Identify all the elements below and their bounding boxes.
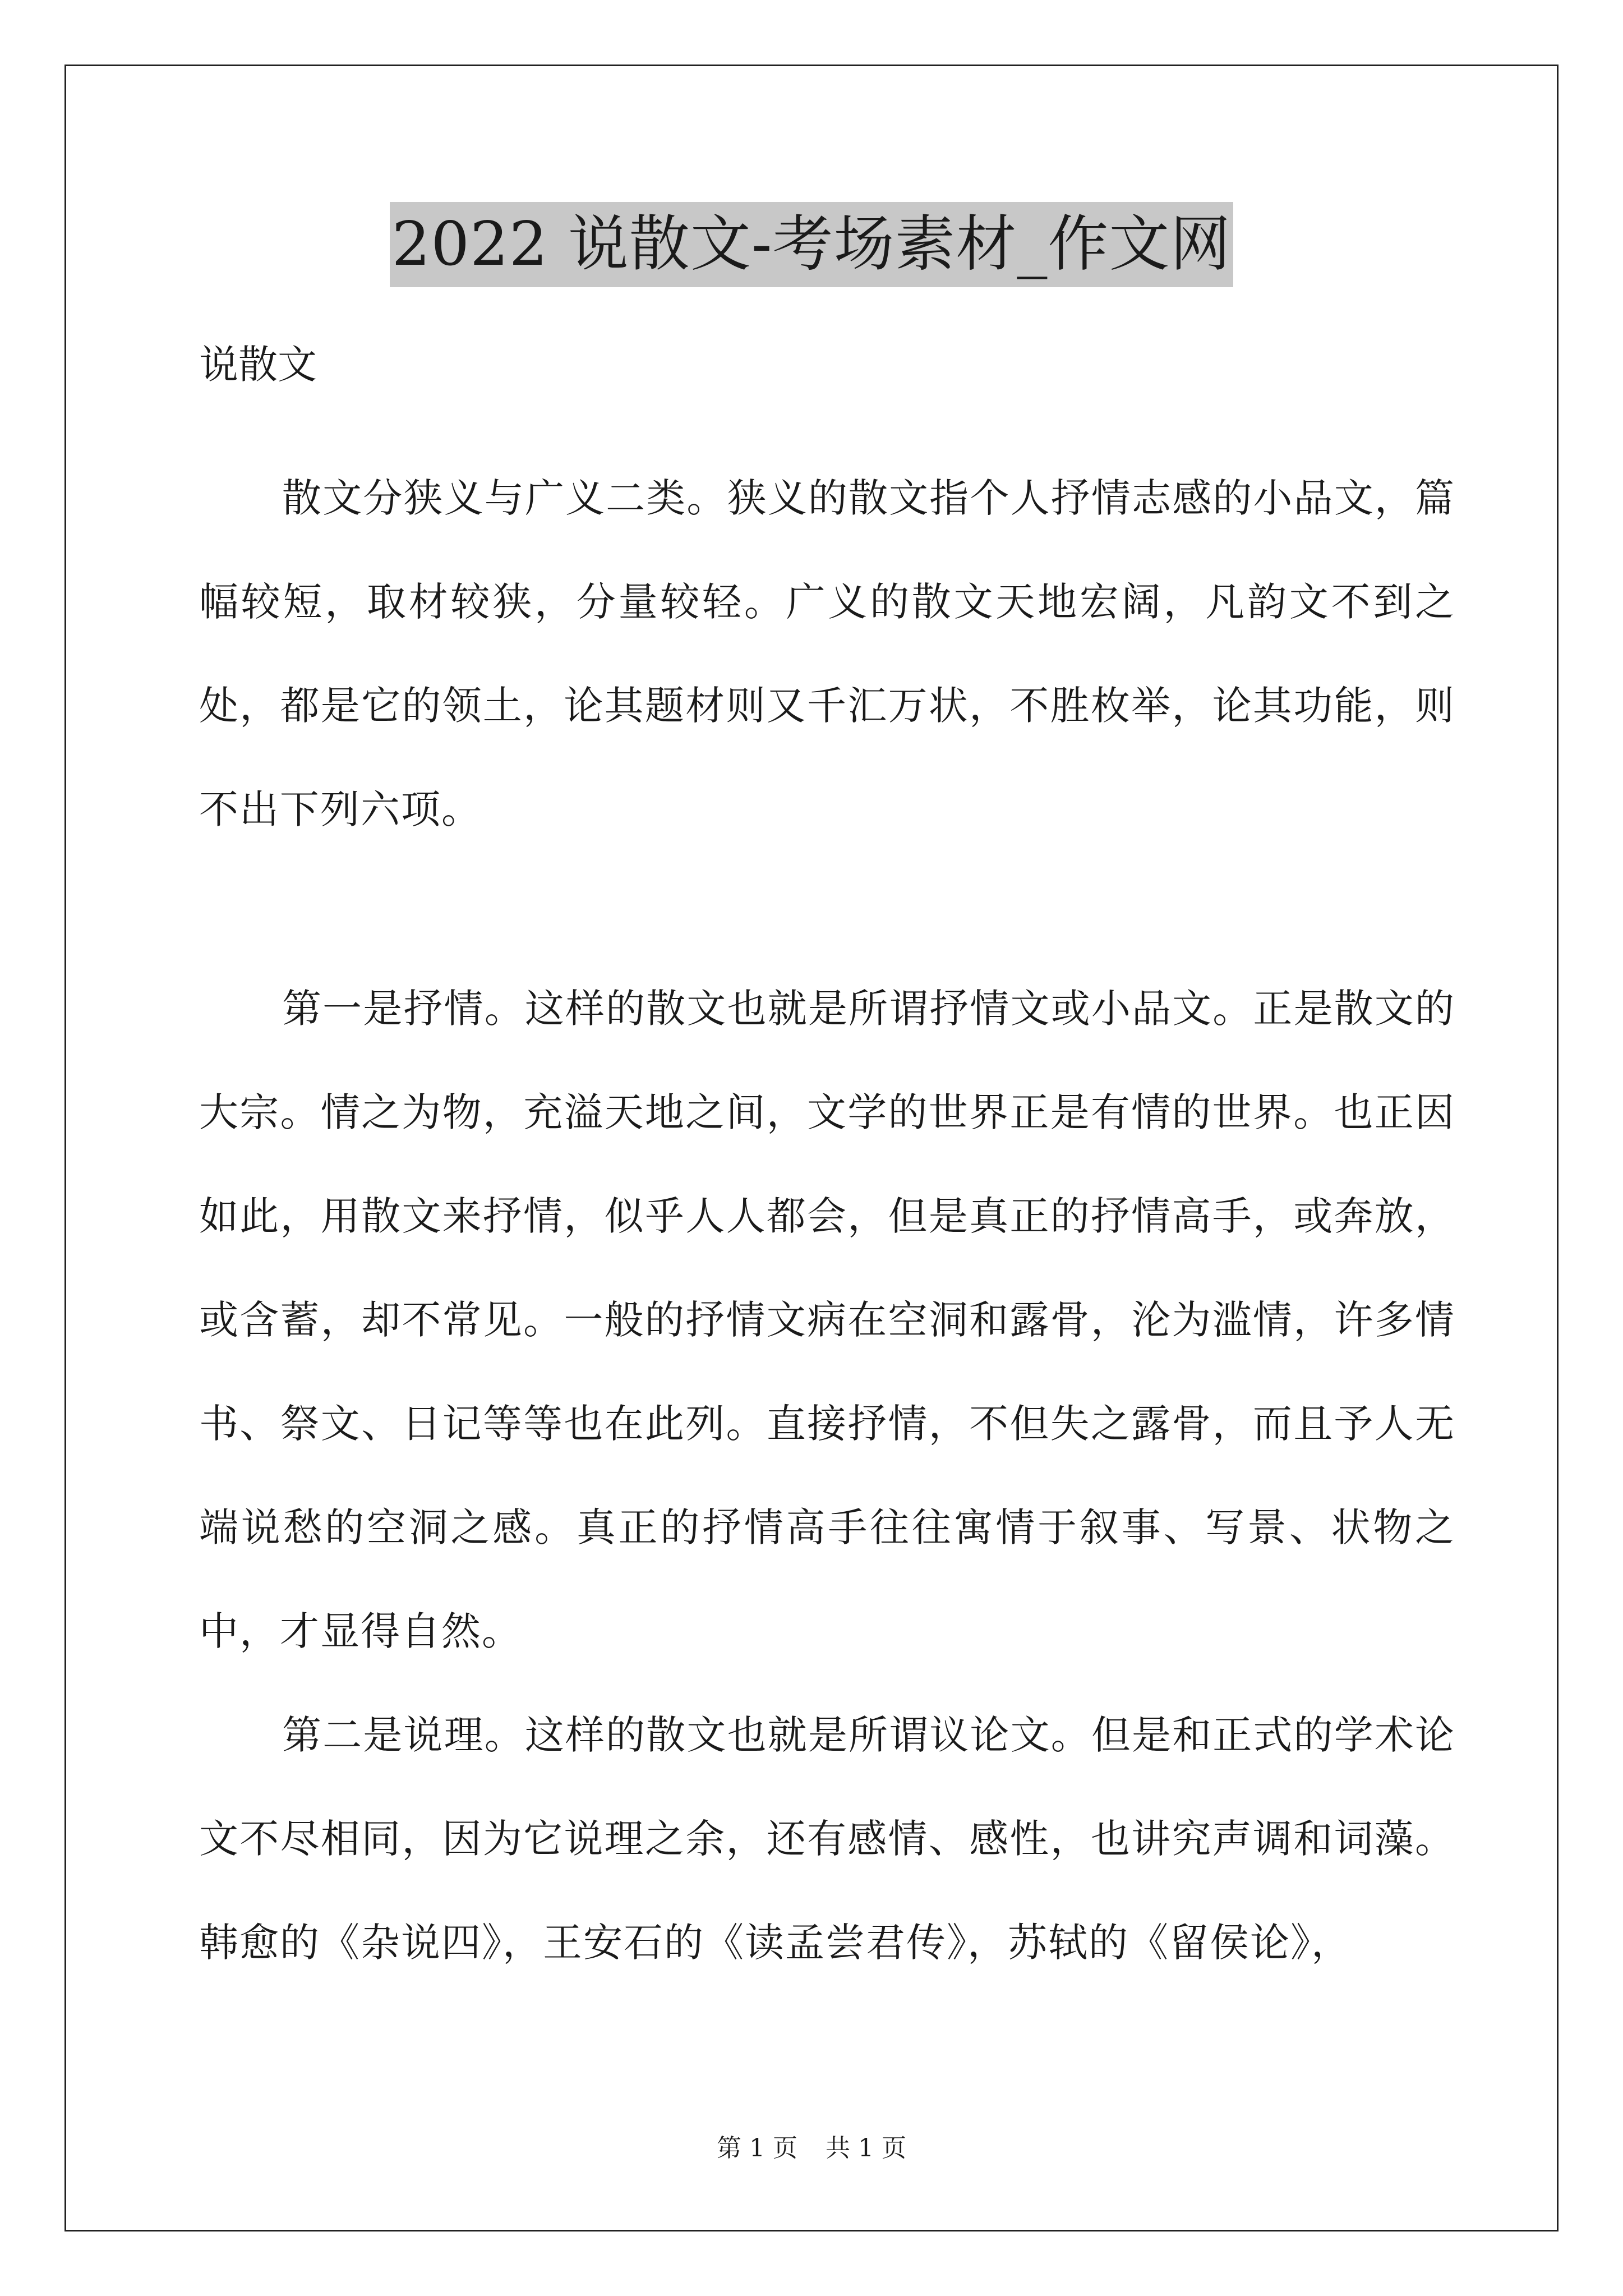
paragraph-spacer (199, 862, 1455, 957)
section-heading: 说散文 (199, 342, 317, 388)
page-number: 第 1 页 (717, 2134, 797, 2162)
paragraph-reasoning: 第二是说理。这样的散文也就是所谓议论文。但是和正式的学术论文不尽相同，因为它说理之余，还有感情、感性，也讲究声调和词藻。韩愈的《杂说四》，王安石的《读孟尝君传》，苏轼的《留侯论》， (199, 1712, 1455, 1966)
page-footer (0, 2132, 1623, 2165)
paragraph-lyric: 第一是抒情。这样的散文也就是所谓抒情文或小品文。正是散文的大宗。情之为物，充溢天地之间，文学的世界正是有情的世界。也正因如此，用散文来抒情，似乎人人都会，但是真正的抒情高手，或奔放，或含蓄，却不常见。一般的抒情文病在空洞和露骨，沦为滥情，许多情书、祭文、日记等等也在此列。直接抒情，不但失之露骨，而且予人无端说愁的空洞之感。真正的抒情高手往往寓情于叙事、写景、状物之中，才显得自然。 (199, 986, 1455, 1654)
paragraph-intro: 散文分狭义与广义二类。狭义的散文指个人抒情志感的小品文，篇幅较短，取材较狭，分量较轻。广义的散文天地宏阔，凡韵文不到之处，都是它的领土，论其题材则又千汇万状，不胜枚举，论其功能，则不出下列六项。 (199, 475, 1455, 832)
document-title: 2022 说散文-考场素材_作文网 (390, 202, 1234, 287)
document-body (199, 337, 1455, 1995)
title-area (0, 202, 1623, 287)
page-total: 共 1 页 (826, 2134, 906, 2162)
